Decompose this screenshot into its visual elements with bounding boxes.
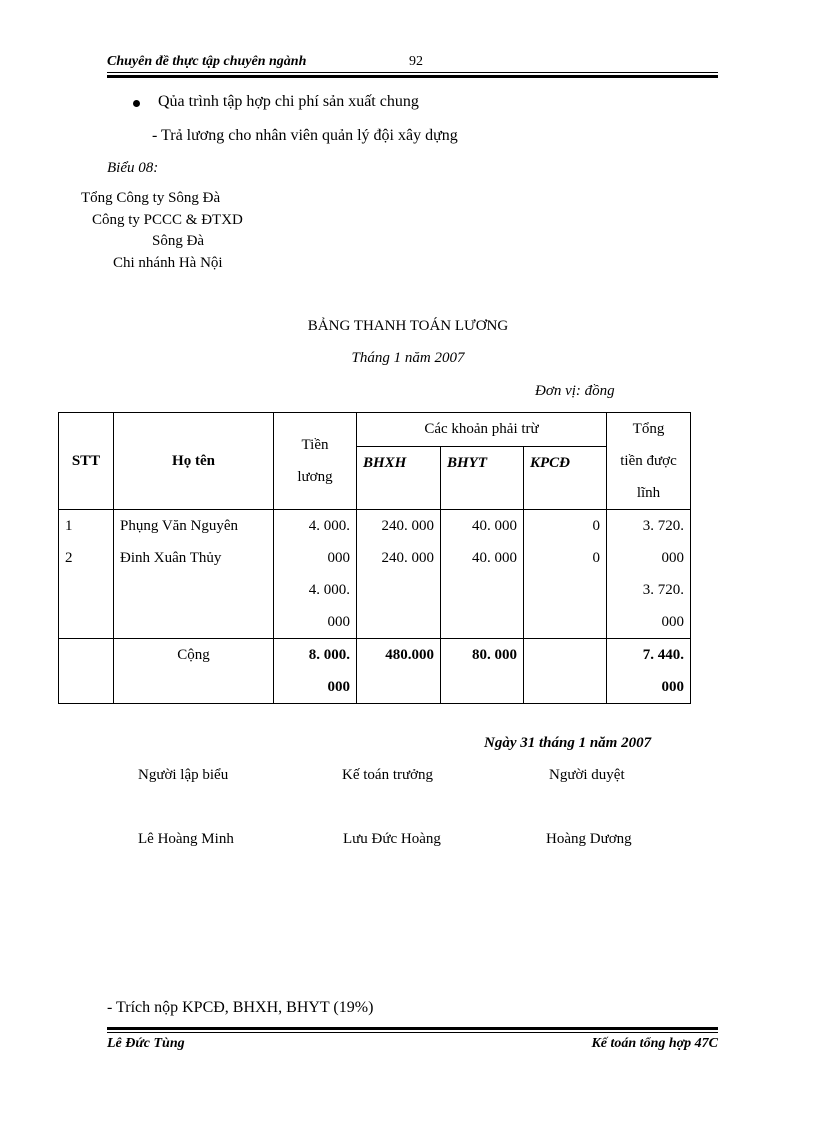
header-title: Chuyên đề thực tập chuyên ngành (107, 54, 307, 69)
header-deductions: Các khoản phải trừ (357, 413, 607, 447)
sub-item-text: - Trả lương cho nhân viên quản lý đội xây dựng (152, 127, 458, 144)
footer-rule-thin (107, 1032, 718, 1033)
sum-stt (59, 639, 114, 704)
sum-row (59, 639, 691, 704)
company-line-4: Chi nhánh Hà Nội (113, 255, 223, 271)
unit-label: Đơn vị: đồng (535, 383, 615, 399)
cell-bhyt: 40. 000 40. 000 (441, 510, 524, 639)
header-salary: Tiền lương (274, 413, 357, 510)
cell-salary: 4. 000. 000 4. 000. 000 (274, 510, 357, 639)
cell-total: 3. 720. 000 3. 720. 000 (607, 510, 691, 639)
company-line-3: Sông Đà (152, 233, 205, 249)
header-bhyt: BHYT (441, 447, 524, 510)
sum-bhxh: 480.000 (357, 639, 441, 704)
sum-total: 7. 440. 000 (607, 639, 691, 704)
sum-kpcd (524, 639, 607, 704)
footer-author: Lê Đức Tùng (107, 1036, 185, 1051)
preparer-title: Người lập biểu (138, 767, 229, 783)
company-line-1: Tổng Công ty Sông Đà (81, 190, 221, 206)
header-total: Tổng tiền được lĩnh (607, 413, 691, 510)
header-rule-thin (107, 72, 718, 73)
signature-date: Ngày 31 tháng 1 năm 2007 (484, 735, 652, 751)
approver-title: Người duyệt (549, 767, 625, 783)
header-name: Họ tên (114, 413, 274, 510)
cell-kpcd: 0 0 (524, 510, 607, 639)
payroll-table (58, 412, 691, 704)
table-subtitle: Tháng 1 năm 2007 (351, 350, 465, 366)
accountant-title: Kế toán trưởng (342, 767, 434, 783)
footer-rule-thick (107, 1027, 718, 1030)
preparer-name: Lê Hoàng Minh (138, 831, 234, 847)
cell-stt: 1 2 (59, 510, 114, 639)
footer-class: Kế toán tổng hợp 47C (591, 1036, 718, 1051)
header-stt: STT (59, 413, 114, 510)
header-kpcd: KPCĐ (524, 447, 607, 510)
sum-bhyt: 80. 000 (441, 639, 524, 704)
cell-name: Phụng Văn Nguyên Đinh Xuân Thủy (114, 510, 274, 639)
approver-name: Hoàng Dương (546, 831, 632, 847)
company-line-2: Công ty PCCC & ĐTXD (92, 212, 243, 228)
table-title: BẢNG THANH TOÁN LƯƠNG (307, 318, 509, 334)
form-label: Biểu 08: (107, 160, 159, 176)
sum-salary: 8. 000. 000 (274, 639, 357, 704)
accountant-name: Lưu Đức Hoàng (343, 831, 441, 847)
header-bhxh: BHXH (357, 447, 441, 510)
cell-bhxh: 240. 000 240. 000 (357, 510, 441, 639)
page-number: 92 (409, 54, 423, 69)
next-item-text: - Trích nộp KPCĐ, BHXH, BHYT (19%) (107, 999, 374, 1016)
table-row (59, 510, 691, 639)
header-rule-thick (107, 75, 718, 78)
sum-label: Cộng (114, 639, 274, 704)
bullet-icon (133, 100, 140, 107)
bullet-item-text: Qủa trình tập hợp chi phí sản xuất chung (158, 93, 419, 110)
